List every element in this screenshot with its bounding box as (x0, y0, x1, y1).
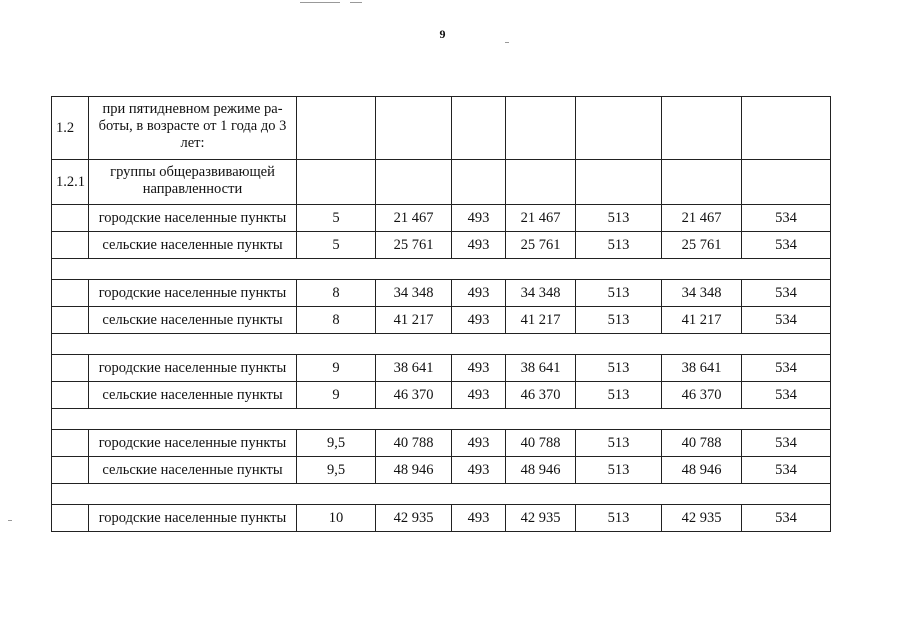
scan-artifact (350, 2, 362, 3)
row-label: сельские населенные пункты (89, 232, 297, 259)
table-cell: 534 (742, 307, 831, 334)
table-cell: 9 (297, 355, 376, 382)
table-cell: 25 761 (662, 232, 742, 259)
table-cell: 34 348 (662, 280, 742, 307)
table-row (52, 232, 831, 259)
section-label: группы общеразвивающей направленности (89, 160, 297, 205)
table-cell: 8 (297, 307, 376, 334)
row-label: сельские населенные пункты (89, 457, 297, 484)
table-cell: 10 (297, 505, 376, 532)
page-number: 9 (439, 27, 446, 41)
row-label: городские населенные пункты (89, 355, 297, 382)
table-cell: 513 (576, 232, 662, 259)
table-cell: 493 (452, 382, 506, 409)
table-cell: 513 (576, 205, 662, 232)
section-label: при пятидневном режиме ра-боты, в возрасте от 1 года до 3 лет: (89, 97, 297, 160)
spacer-row (52, 334, 831, 355)
table-cell: 34 348 (376, 280, 452, 307)
table-row (52, 205, 831, 232)
table-body (52, 97, 831, 532)
table-cell: 5 (297, 205, 376, 232)
row-label: городские населенные пункты (89, 430, 297, 457)
table-cell: 48 946 (376, 457, 452, 484)
table-cell: 493 (452, 280, 506, 307)
table-cell: 493 (452, 505, 506, 532)
table-cell: 34 348 (506, 280, 576, 307)
table-cell: 9 (297, 382, 376, 409)
table-row (52, 430, 831, 457)
table-cell: 513 (576, 457, 662, 484)
table-cell: 534 (742, 355, 831, 382)
spacer-row (52, 409, 831, 430)
table-cell: 534 (742, 205, 831, 232)
row-label: сельские населенные пункты (89, 382, 297, 409)
table-cell: 25 761 (376, 232, 452, 259)
table-cell: 493 (452, 205, 506, 232)
table-cell: 21 467 (376, 205, 452, 232)
table-cell: 493 (452, 307, 506, 334)
spacer-row (52, 484, 831, 505)
scan-artifact (505, 42, 509, 43)
table-cell: 9,5 (297, 457, 376, 484)
table-cell: 38 641 (376, 355, 452, 382)
table-row (52, 280, 831, 307)
table-cell: 25 761 (506, 232, 576, 259)
row-label: городские населенные пункты (89, 205, 297, 232)
row-label: городские населенные пункты (89, 280, 297, 307)
spacer-row (52, 259, 831, 280)
scan-artifact (8, 520, 12, 521)
section-number: 1.2 (52, 97, 89, 160)
table-cell: 534 (742, 382, 831, 409)
table-cell: 38 641 (506, 355, 576, 382)
table-row (52, 355, 831, 382)
table-cell: 41 217 (662, 307, 742, 334)
table-cell: 9,5 (297, 430, 376, 457)
table-cell: 513 (576, 430, 662, 457)
table-cell: 46 370 (662, 382, 742, 409)
table-cell: 21 467 (506, 205, 576, 232)
table-cell: 42 935 (376, 505, 452, 532)
scan-artifact (300, 2, 340, 3)
section-row-1-2 (52, 97, 831, 160)
table-cell: 38 641 (662, 355, 742, 382)
table-cell: 534 (742, 232, 831, 259)
tariff-table (51, 96, 831, 532)
table-cell: 493 (452, 457, 506, 484)
table-row (52, 382, 831, 409)
table-cell: 41 217 (506, 307, 576, 334)
table-row (52, 457, 831, 484)
table-cell: 513 (576, 307, 662, 334)
table-cell: 493 (452, 430, 506, 457)
table-cell: 21 467 (662, 205, 742, 232)
table-row (52, 307, 831, 334)
table-cell: 534 (742, 457, 831, 484)
table-cell: 534 (742, 430, 831, 457)
table-cell: 48 946 (506, 457, 576, 484)
table-cell: 40 788 (506, 430, 576, 457)
section-row-1-2-1 (52, 160, 831, 205)
table-cell: 493 (452, 232, 506, 259)
table-cell: 42 935 (506, 505, 576, 532)
table-cell: 513 (576, 280, 662, 307)
table-cell: 513 (576, 355, 662, 382)
table-cell: 493 (452, 355, 506, 382)
table-cell: 534 (742, 280, 831, 307)
table-cell: 41 217 (376, 307, 452, 334)
row-label: сельские населенные пункты (89, 307, 297, 334)
table-cell: 46 370 (376, 382, 452, 409)
row-label: городские населенные пункты (89, 505, 297, 532)
table-cell: 40 788 (662, 430, 742, 457)
table-cell: 48 946 (662, 457, 742, 484)
table-row (52, 505, 831, 532)
table-cell: 513 (576, 505, 662, 532)
table-cell: 42 935 (662, 505, 742, 532)
section-number: 1.2.1 (52, 160, 89, 205)
table-cell: 46 370 (506, 382, 576, 409)
table-cell: 513 (576, 382, 662, 409)
table-cell: 40 788 (376, 430, 452, 457)
table-cell: 8 (297, 280, 376, 307)
table-cell: 5 (297, 232, 376, 259)
table-cell: 534 (742, 505, 831, 532)
